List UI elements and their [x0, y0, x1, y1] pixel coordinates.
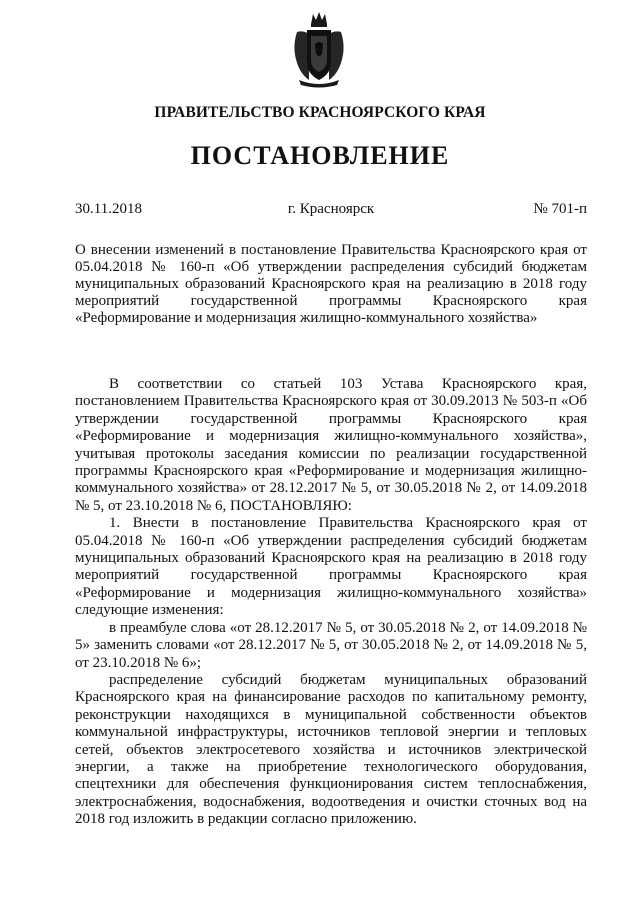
document-number: № 701-п: [533, 201, 587, 217]
document-meta: [75, 201, 587, 219]
document-type-heading: ПОСТАНОВЛЕНИЕ: [190, 141, 450, 170]
document-body: [75, 376, 587, 829]
government-title: ПРАВИТЕЛЬСТВО КРАСНОЯРСКОГО КРАЯ: [154, 104, 486, 121]
body-paragraph: 1. Внести в постановление Правительства Красноярского края от 05.04.2018 № 160-п «Об утверждении распределения субсидий бюджетам муниципальных образований Красноярского края на реализацию в 2018 году мероприятий государственной программы Красноярского края «Реформирование и модернизация жилищно-коммунального хозяйства» следующие изменения:: [75, 515, 587, 619]
body-paragraph: В соответствии со статьей 103 Устава Красноярского края, постановлением Правительства Красноярского края от 30.09.2013 № 503-п «Об утверждении государственной программы Красноярского края «Реформирование и модернизация жилищно-коммунального хозяйства», учитывая протоколы заседания комиссии по реализации государственной программы Красноярского края «Реформирование и модернизация жилищно-коммунального хозяйства» от 28.12.2017 № 5, от 30.05.2018 № 2, от 14.09.2018 № 5, от 23.10.2018 № 6, ПОСТАНОВЛЯЮ:: [75, 376, 587, 514]
body-paragraph: в преамбуле слова «от 28.12.2017 № 5, от 30.05.2018 № 2, от 14.09.2018 № 5» заменить словами «от 28.12.2017 № 5, от 30.05.2018 № 2, от 14.09.2018 № 5, от 23.10.2018 № 6»;: [75, 619, 587, 671]
coat-of-arms-icon: [289, 10, 349, 88]
document-subject: О внесении изменений в постановление Правительства Красноярского края от 05.04.2018 № 160-п «Об утверждении распределения субсидий бюджетам муниципальных образований Красноярского края на реализацию в 2018 году мероприятий государственной программы Красноярского края «Реформирование и модернизация жилищно-коммунального хозяйства»: [75, 242, 587, 326]
document-date: 30.11.2018: [75, 201, 142, 217]
body-paragraph: распределение субсидий бюджетам муниципальных образований Красноярского края на финансирование расходов по капитальному ремонту, реконструкции находящихся в муниципальной собственности объектов коммунальной инфраструктуры, источников тепловой энергии и тепловых сетей, объектов электросетевого хозяйства и источников электрической энергии, а также на приобретение технологического оборудования, спецтехники для обеспечения функционирования систем теплоснабжения, электроснабжения, водоснабжения, водоотведения и очистки сточных вод на 2018 год изложить в редакции согласно приложению.: [75, 671, 587, 828]
document-city: г. Красноярск: [287, 201, 375, 217]
